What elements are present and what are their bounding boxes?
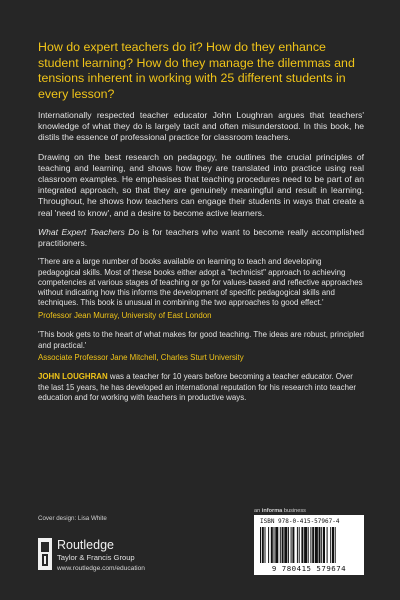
barcode-bar <box>282 527 284 563</box>
barcode-bar <box>292 527 294 563</box>
barcode-bar <box>315 527 318 563</box>
endorsement-attribution-2: Associate Professor Jane Mitchell, Charles Sturt University <box>38 352 244 362</box>
barcode-bar <box>323 527 325 563</box>
barcode-bar <box>297 527 298 563</box>
barcode-bar <box>312 527 314 563</box>
barcode-bar <box>319 527 321 563</box>
author-bio <box>38 372 364 403</box>
description-paragraph-1: Internationally respected teacher educator John Loughran argues that teachers' knowledge of what they do is largely tacit and often misunderstood. In this book, he distils the essence of professional practice for classroom teachers. <box>38 110 364 143</box>
isbn-barcode <box>254 515 364 575</box>
endorsement-quote-1: 'There are a large number of books available on learning to teach and developing pedagogical skills. Most of these books either adopt a "technicist" approach to achieving competencies at various stages of teaching or go for values-based and reflective approaches without indicating how this informs the development of specific pedagogical skills and techniques. This book is unusual in combining the two approaches to good effect.' <box>38 257 363 308</box>
informa-business-label: an informa business <box>254 508 306 514</box>
book-title: What Expert Teachers Do <box>38 226 140 237</box>
cover-design-credit: Cover design: Lisa White <box>38 515 107 522</box>
barcode-bar <box>260 527 261 563</box>
publisher-group: Taylor & Francis Group <box>57 553 135 562</box>
barcode-icon <box>260 527 358 563</box>
endorsement-quote-2: 'This book gets to the heart of what makes for good teaching. The ideas are robust, principled and practical.' <box>38 330 364 350</box>
barcode-bar <box>280 527 281 563</box>
barcode-digits: 9 780415 579674 <box>271 564 347 573</box>
barcode-bar <box>262 527 264 563</box>
informa-brand: informa <box>261 508 283 514</box>
barcode-bar <box>268 527 269 563</box>
lead-questions: How do expert teachers do it? How do they enhance student learning? How do they manage the dilemmas and tensions inherent in working with 25 different students in every lesson? <box>38 40 355 101</box>
author-name: JOHN LOUGHRAN <box>38 372 108 382</box>
routledge-logo-icon <box>38 538 52 570</box>
description-paragraph-2: Drawing on the best research on pedagogy, he outlines the crucial principles of teaching and learning, and shows how they are translated into practice using real classroom examples. He emphasises that teaching procedures need to be part of an integrated approach, so that they are genuinely meaningful and result in learning. Throughout, he shows how teachers can engage their students in ways that create a real 'need to know', and a desire to become active learners. <box>38 151 364 218</box>
barcode-bar <box>327 527 328 563</box>
barcode-bar <box>301 527 303 563</box>
barcode-bar <box>274 527 275 563</box>
publisher-block <box>38 538 238 578</box>
barcode-bar <box>275 527 278 563</box>
barcode-bar <box>291 527 292 563</box>
audience-statement <box>38 227 364 249</box>
barcode-bar <box>308 527 309 563</box>
endorsement-attribution-1: Professor Jean Murray, University of East London <box>38 310 212 320</box>
barcode-bar <box>330 527 331 563</box>
barcode-bar <box>335 527 336 563</box>
back-cover-content <box>38 40 364 403</box>
publisher-url[interactable]: www.routledge.com/education <box>57 565 145 572</box>
barcode-bar <box>332 527 334 563</box>
barcode-bar <box>284 527 287 563</box>
barcode-bar <box>304 527 307 563</box>
isbn-number: ISBN 978-0-415-57967-4 <box>260 518 340 525</box>
barcode-bar <box>299 527 300 563</box>
author-bio-text: was a teacher for 10 years before becoming a teacher educator. Over the last 15 years, he has developed an international reputation for his research into teacher education and for working with teachers in productive ways. <box>38 372 357 402</box>
barcode-bar <box>265 527 266 563</box>
barcode-bar <box>271 527 273 563</box>
barcode-bar <box>321 527 322 563</box>
publisher-name: Routledge <box>57 538 114 552</box>
barcode-bar <box>288 527 289 563</box>
barcode-bar <box>310 527 311 563</box>
audience-text: is for teachers who want to become really accomplished practitioners. <box>38 226 364 249</box>
